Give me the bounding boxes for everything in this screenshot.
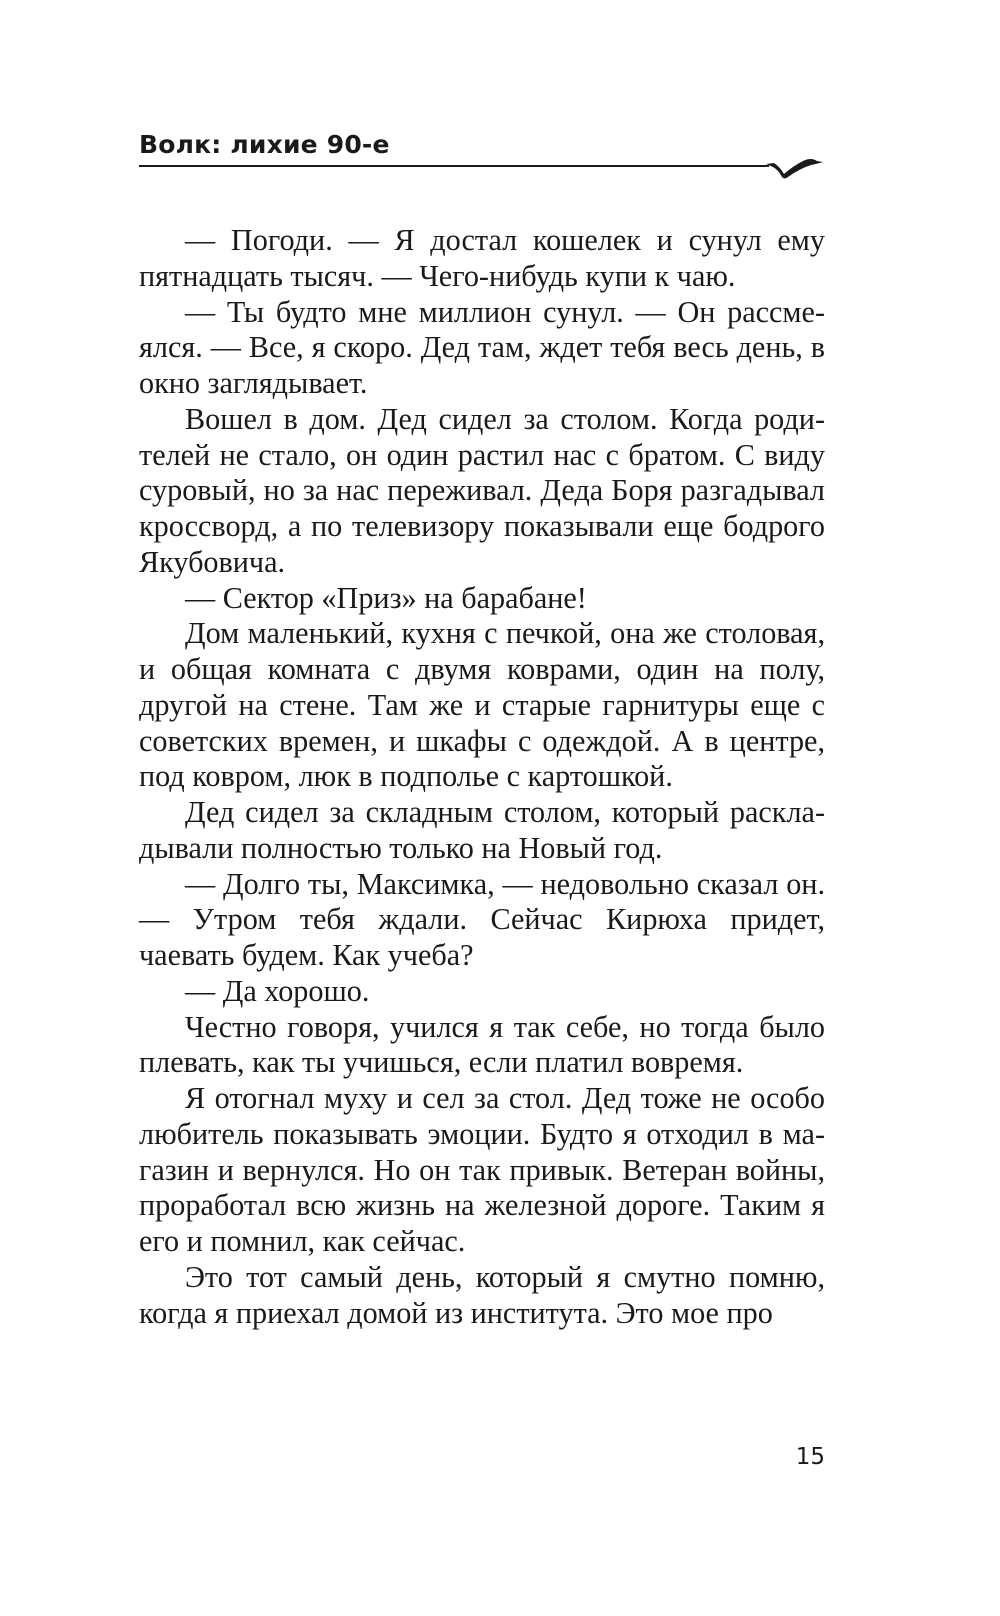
paragraph: — Погоди. — Я достал кошелек и сунул ему пятнадцать тысяч. — Чего-нибудь купи к чаю. xyxy=(139,223,825,293)
wolf-fang-ornament-icon xyxy=(766,155,826,181)
paragraph: — Да хорошо. xyxy=(185,973,370,1008)
paragraph: — Долго ты, Максимка, — недовольно сказал он. — Утром тебя ждали. Сейчас Кирюха придет, чаевать будем. Как учеба? xyxy=(139,866,825,972)
paragraph: Дом маленький, кухня с печкой, она же столовая, и общая комната с двумя коврами, один на полу, другой на стене. Там же и старые гарнитуры еще с советских времен, и шкафы с одеждой. А в центре, под ковром, люк в подполье с картошкой. xyxy=(139,616,825,794)
page-number: 15 xyxy=(795,1444,825,1470)
paragraph: Честно говоря, учился я так себе, но тогда было плевать, как ты учишься, если платил вовремя. xyxy=(139,1009,825,1080)
running-header-title: Волк: лихие 90-е xyxy=(139,130,390,159)
page-body-text xyxy=(139,223,825,1331)
paragraph: — Ты будто мне миллион сунул. — Он рассмеялся. — Все, я скоро. Дед там, ждет тебя весь день, в окно заглядывает. xyxy=(139,294,825,400)
paragraph: Я отогнал муху и сел за стол. Дед тоже не особо любитель показывать эмоции. Будто я отходил в магазин и вернулся. Но он так привык. Ветеран войны, проработал всю жизнь на железной дороге. Таким я его и помнил, как сейчас. xyxy=(139,1081,825,1258)
paragraph: Вошел в дом. Дед сидел за столом. Когда родителей не стало, он один растил нас с братом. С виду суровый, но за нас переживал. Деда Боря разгадывал кроссворд, а по телевизору показывали еще бодрого Якубовича. xyxy=(139,401,825,579)
paragraph: Дед сидел за складным столом, который раскладывали полностью только на Новый год. xyxy=(139,795,825,865)
paragraph: — Сектор «Приз» на барабане! xyxy=(185,580,587,615)
paragraph: Это тот самый день, который я смутно помню, когда я приехал домой из института. Это мое про xyxy=(139,1259,825,1330)
header-divider xyxy=(139,165,769,167)
